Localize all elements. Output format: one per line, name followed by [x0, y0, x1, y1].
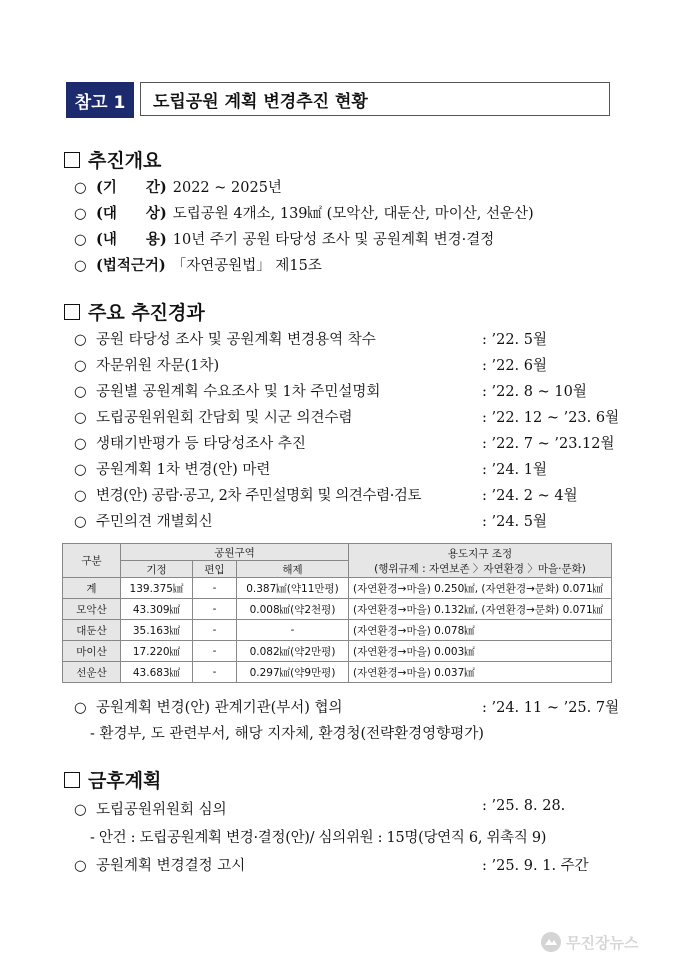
plan-detail: - 안건 : 도립공원계획 변경·결정(안)/ 심의위원 : 15명(당연직 6, 위촉직 9)	[90, 830, 547, 846]
consult-item: ○ 공원계획 변경(안) 관계기관(부서) 협의	[74, 700, 343, 716]
plan-item: ○ 도립공원위원회 심의	[74, 802, 227, 818]
progress-item: ○ 공원별 공원계획 수요조사 및 1차 주민설명회	[74, 384, 381, 400]
table-row: 모악산 43.309㎢ - 0.008㎢(약2천평) (자연환경→마을) 0.132㎢, (자연환경→문화) 0.071㎢	[63, 599, 612, 620]
progress-date: : ’24. 5월	[482, 514, 548, 530]
consult-date: : ’24. 11 ~ ’25. 7월	[482, 700, 620, 716]
section-heading-plan: 금후계획	[64, 766, 161, 793]
progress-item: ○ 공원 타당성 조사 및 공원계획 변경용역 착수	[74, 332, 376, 348]
plan-date: : ’25. 9. 1. 주간	[482, 858, 589, 874]
watermark-logo-icon	[540, 931, 562, 953]
progress-date: : ’22. 12 ~ ’23. 6월	[482, 410, 620, 426]
table-header-release: 해제	[237, 561, 349, 578]
overview-item: ○ (법적근거) 「자연공원법」 제15조	[74, 257, 322, 274]
plan-item: ○ 공원계획 변경결정 고시	[74, 858, 246, 874]
progress-item: ○ 변경(안) 공람·공고, 2차 주민설명회 및 의견수렴·검토	[74, 488, 422, 504]
square-bullet-icon	[64, 152, 80, 168]
title-box	[66, 82, 610, 118]
plan-date: : ’25. 8. 28.	[482, 798, 566, 814]
progress-date: : ’22. 7 ~ ’23.12월	[482, 436, 615, 452]
table-row: 선운산 43.683㎢ - 0.297㎢(약9만평) (자연환경→마을) 0.037㎢	[63, 662, 612, 683]
progress-item: ○ 주민의견 개별회신	[74, 514, 213, 530]
table-header-park: 공원구역	[121, 544, 349, 561]
table-row: 계 139.375㎢ - 0.387㎢(약11만평) (자연환경→마을) 0.250㎢, (자연환경→문화) 0.071㎢	[63, 578, 612, 599]
overview-item: ○ (내 용) 10년 주기 공원 타당성 조사 및 공원계획 변경·결정	[74, 231, 495, 248]
page-title: 도립공원 계획 변경추진 현황	[140, 82, 610, 116]
watermark: 무진장뉴스	[540, 922, 680, 962]
overview-item: ○ (대 상) 도립공원 4개소, 139㎢ (모악산, 대둔산, 마이산, 선운산)	[74, 205, 534, 222]
square-bullet-icon	[64, 304, 80, 320]
section-heading-overview: 추진개요	[64, 146, 161, 173]
progress-item: ○ 생태기반평가 등 타당성조사 추진	[74, 436, 306, 452]
progress-item: ○ 도립공원위원회 간담회 및 시군 의견수렴	[74, 410, 353, 426]
table-header-use: 용도지구 조정 (행위규제 : 자연보존 〉자연환경 〉마을·문화)	[349, 544, 612, 578]
square-bullet-icon	[64, 772, 80, 788]
park-zone-table	[62, 543, 612, 683]
progress-item: ○ 공원계획 1차 변경(안) 마련	[74, 462, 271, 478]
progress-date: : ’22. 5월	[482, 332, 548, 348]
table-row: 마이산 17.220㎢ - 0.082㎢(약2만평) (자연환경→마을) 0.003㎢	[63, 641, 612, 662]
progress-date: : ’22. 8 ~ 10월	[482, 384, 587, 400]
overview-item: ○ (기 간) 2022 ~ 2025년	[74, 179, 282, 196]
table-header-add: 편입	[193, 561, 237, 578]
progress-item: ○ 자문위원 자문(1차)	[74, 358, 220, 374]
table-row: 대둔산 35.163㎢ - - (자연환경→마을) 0.078㎢	[63, 620, 612, 641]
section-heading-progress: 주요 추진경과	[64, 298, 205, 325]
table-header-existing: 기정	[121, 561, 193, 578]
progress-date: : ’24. 1월	[482, 462, 548, 478]
progress-date: : ’24. 2 ~ 4월	[482, 488, 578, 504]
reference-tag: 참고 1	[66, 82, 134, 118]
consult-detail: - 환경부, 도 관련부서, 해당 지자체, 환경청(전략환경영향평가)	[90, 726, 484, 742]
progress-date: : ’22. 6월	[482, 358, 548, 374]
table-header-name: 구분	[63, 544, 121, 578]
